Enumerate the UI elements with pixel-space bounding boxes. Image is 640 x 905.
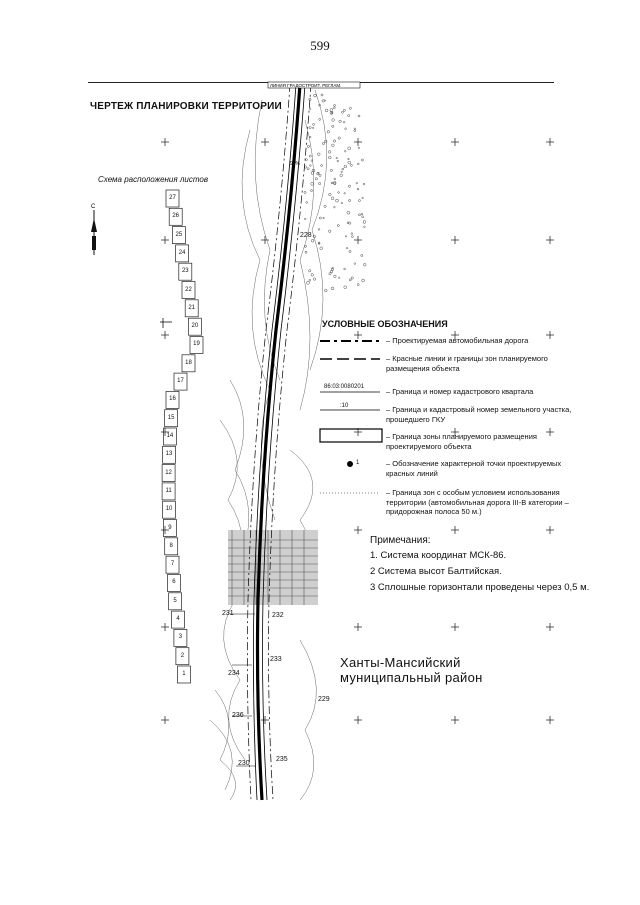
wetland-dot	[354, 263, 356, 265]
wetland-dot	[348, 147, 351, 150]
top-label: ЛИНИЯ ГРАДОСТРОИТ. РЕГЛАМ.	[270, 83, 342, 88]
wetland-dot	[344, 286, 347, 289]
wetland-dot	[306, 201, 308, 203]
wetland-dot	[356, 182, 358, 184]
wetland-dot	[319, 118, 321, 120]
wetland-dot	[313, 123, 315, 125]
wetland-dot	[307, 168, 309, 170]
wetland-dot	[334, 275, 336, 277]
point-leaders	[230, 614, 256, 766]
wetland-dot	[351, 236, 353, 238]
legend-item-red-lines: – Красные линии и границы зон планируемого размещения объекта	[386, 354, 548, 373]
wetland-dot	[309, 270, 311, 272]
grid-crosses	[161, 138, 554, 724]
wetland-dot	[310, 190, 312, 192]
wetland-dot	[348, 115, 350, 117]
wetland-dot	[337, 224, 339, 226]
wetland-dot	[354, 128, 355, 129]
wetland-dot	[309, 108, 311, 110]
wetland-dot	[315, 178, 317, 180]
wetland-dot	[324, 289, 327, 292]
district-line-1: Ханты-Мансийский	[340, 655, 461, 670]
wetland-dot	[313, 127, 314, 128]
sheet-number: 22	[185, 286, 192, 293]
map-point-label: 234	[228, 670, 240, 677]
sheet-number: 12	[165, 469, 172, 476]
wetland-dot	[363, 263, 366, 266]
wetland-dot	[333, 140, 335, 142]
wetland-dot	[311, 182, 314, 185]
wetland-dot	[363, 221, 366, 224]
north-label: С	[91, 204, 96, 210]
wetland-dot	[318, 182, 320, 184]
map-point-label: 233	[270, 656, 282, 663]
north-arrow-icon	[91, 210, 97, 255]
wetland-dot	[330, 109, 333, 112]
map-point-label: 231	[222, 610, 234, 617]
wetland-dot	[344, 268, 346, 270]
sheet-number: 21	[188, 304, 196, 311]
legend-sample-cadastral-quarter: 86:03:0080201	[324, 384, 365, 390]
page-number: 599	[310, 38, 330, 53]
wetland-dot	[305, 251, 307, 253]
wetland-dot	[305, 159, 307, 161]
wetland-dot	[345, 128, 347, 130]
sheet-scheme-title: Схема расположения листов	[98, 175, 209, 184]
wetland-dot	[324, 205, 326, 207]
wetland-dot	[307, 281, 310, 284]
sheet-number: 19	[193, 341, 200, 348]
wetland-dot	[309, 136, 311, 138]
wetland-dot	[334, 178, 336, 180]
legend-item-cadastral-quarter: – Граница и номер кадастрового квартала	[386, 387, 534, 396]
wetland-dot	[358, 200, 360, 202]
wetland-dot	[333, 107, 335, 109]
wetland-dot	[304, 245, 306, 247]
wetland-dot	[304, 191, 306, 193]
sheet-number: 9	[168, 524, 172, 531]
hatched-zone	[228, 530, 318, 605]
district-line-2: муниципальный район	[340, 670, 483, 685]
wetland-dot	[331, 182, 333, 184]
wetland-dot	[336, 199, 339, 202]
legend-item-placement-zone: – Граница зоны планируемого размещения проектируемого объекта	[386, 432, 537, 451]
wetland-dot	[318, 172, 319, 173]
wetland-dot	[322, 142, 324, 144]
wetland-dot	[363, 183, 365, 185]
wetland-dot	[349, 279, 351, 281]
sheet-number: 10	[165, 506, 173, 513]
legend-item-land-plot: – Граница и кадастровый номер земельного участка, прошедшего ГКУ	[386, 405, 572, 424]
sheet-number: 15	[167, 414, 175, 421]
sheet-number: 7	[170, 561, 175, 568]
wetland-dot	[332, 125, 334, 127]
legend-heading: УСЛОВНЫЕ ОБОЗНАЧЕНИЯ	[322, 319, 448, 329]
sheet-number: 4	[176, 616, 180, 623]
legend-item-road: – Проектируемая автомобильная дорога	[386, 336, 529, 345]
wetland-dot	[338, 192, 340, 194]
map-point-label: 228	[300, 232, 312, 239]
wetland-dot	[361, 254, 363, 256]
note-item: 2 Система высот Балтийская.	[370, 566, 502, 577]
sheet-number: 24	[178, 249, 186, 256]
wetland-dot	[349, 107, 351, 109]
contour-lines	[210, 90, 327, 800]
small-label: 90%	[290, 161, 301, 167]
wetland-dot	[343, 109, 345, 111]
wetland-dot	[345, 236, 346, 237]
sheet-number: 27	[169, 195, 176, 201]
sheet-number: 20	[191, 323, 199, 330]
sheet-number: 18	[185, 359, 192, 366]
wetland-dot	[317, 153, 320, 156]
sheet-number: 23	[181, 268, 189, 275]
wetland-dot	[357, 163, 359, 165]
wetland-dot	[313, 278, 315, 280]
wetland-dot	[311, 274, 313, 276]
sheet-number: 13	[165, 451, 173, 458]
sheet-number: 25	[175, 231, 183, 238]
note-item: 1. Система координат МСК-86.	[370, 550, 507, 561]
wetland-dot	[344, 165, 347, 168]
wetland-dot	[320, 247, 323, 250]
wetland-dot	[344, 150, 346, 152]
wetland-dot	[362, 279, 365, 282]
wetland-dot	[358, 115, 360, 117]
map-point-label: 232	[272, 612, 284, 619]
wetland-dot	[348, 185, 350, 187]
wetland-dot	[343, 121, 345, 123]
drawing-title: ЧЕРТЕЖ ПЛАНИРОВКИ ТЕРРИТОРИИ	[90, 101, 282, 112]
wetland-dot	[361, 159, 363, 161]
legend-item-characteristic-point: – Обозначение характерной точки проектируемых красных линий	[386, 459, 562, 478]
note-item: 3 Сплошные горизонтали проведены через 0,5 м.	[370, 582, 590, 593]
wetland-dot	[351, 277, 353, 279]
wetland-dot	[354, 130, 356, 132]
wetland-dot	[319, 174, 321, 176]
wetland-dot	[347, 211, 350, 214]
road-corridor	[247, 84, 311, 800]
wetland-dot	[332, 119, 335, 122]
wetland-dot	[332, 144, 335, 147]
wetland-dot	[349, 250, 351, 252]
wetland-dot	[350, 164, 352, 166]
wetland-dot	[328, 156, 331, 159]
wetland-dot	[330, 169, 332, 171]
wetland-dot	[307, 145, 309, 147]
sheet-number: 2	[180, 652, 185, 659]
wetland-dot	[346, 247, 348, 249]
wetland-dot	[311, 160, 313, 162]
legend-samples	[320, 341, 382, 493]
sheet-number: 14	[166, 433, 174, 439]
wetland-dot	[318, 229, 320, 231]
wetland-dot	[311, 239, 314, 242]
wetland-dot	[324, 100, 326, 102]
wetland-dot	[324, 140, 327, 143]
bench-mark-icon	[160, 318, 172, 328]
wetland-dot	[323, 217, 325, 219]
wetland-dot	[331, 287, 334, 290]
wetland-dot	[348, 199, 350, 201]
wetland-dot	[319, 217, 321, 219]
legend-item-special-zone: – Граница зон с особым условием использования территории (автомобильная дорога III-В категории – придорожная полоса 50 м.)	[386, 488, 569, 516]
wetland-dot	[329, 193, 332, 196]
map-point-label: 236	[232, 712, 244, 719]
sheet-number: 1	[182, 671, 186, 677]
wetland-dot	[338, 277, 339, 278]
sheet-number: 5	[173, 597, 177, 604]
notes-heading: Примечания:	[370, 535, 431, 546]
wetland-dot	[331, 197, 334, 200]
sheet-number: 8	[169, 542, 173, 549]
wetland-dot	[364, 226, 366, 228]
wetland-dot	[339, 120, 342, 123]
legend-sample-point: 1	[356, 460, 360, 466]
wetland-dot	[340, 174, 343, 177]
sheet-number: 6	[172, 579, 176, 586]
wetland-dot	[348, 161, 351, 164]
wetland-dot	[309, 127, 311, 129]
district-label	[340, 655, 483, 685]
wetland-dot	[342, 168, 344, 170]
map-point-label: 235	[276, 756, 288, 763]
wetland-dot	[362, 197, 363, 198]
sheet-number: 3	[178, 634, 183, 641]
wetland-dot	[331, 112, 332, 113]
wetland-dot	[321, 165, 323, 167]
sheet-number: 16	[169, 396, 176, 403]
wetland-dot	[341, 111, 343, 113]
wetland-dot	[341, 171, 343, 173]
wetland-dot	[361, 213, 363, 215]
wetland-dot	[348, 158, 349, 159]
wetland-dot	[334, 104, 336, 106]
legend-sample-land-plot: :10	[340, 403, 349, 409]
wetland-texture	[304, 94, 366, 292]
wetland-dot	[334, 206, 336, 208]
wetland-dot	[321, 94, 323, 96]
wetland-dot	[325, 109, 328, 112]
wetland-dot	[358, 147, 359, 148]
wetland-dot	[338, 137, 340, 139]
wetland-dot	[328, 151, 331, 154]
wetland-dot	[327, 131, 329, 133]
wetland-dot	[309, 279, 311, 281]
wetland-dot	[314, 94, 317, 97]
wetland-dot	[357, 188, 359, 190]
wetland-dot	[351, 233, 353, 235]
wetland-dot	[362, 216, 364, 218]
wetland-dot	[309, 155, 311, 157]
sheet-number: 11	[165, 487, 172, 494]
wetland-dot	[357, 284, 359, 286]
wetland-dot	[336, 157, 337, 158]
sheet-number: 26	[172, 213, 180, 220]
sheet-number: 17	[177, 378, 184, 385]
wetland-dot	[328, 230, 330, 232]
wetland-dot	[304, 218, 306, 220]
wetland-dot	[310, 165, 312, 167]
wetland-dot	[337, 160, 339, 162]
map-point-label: 230	[238, 760, 250, 767]
wetland-dot	[329, 273, 331, 275]
wetland-dot	[358, 214, 360, 216]
wetland-dot	[344, 193, 346, 195]
map-point-label: 229	[318, 696, 330, 703]
wetland-dot	[341, 202, 342, 203]
